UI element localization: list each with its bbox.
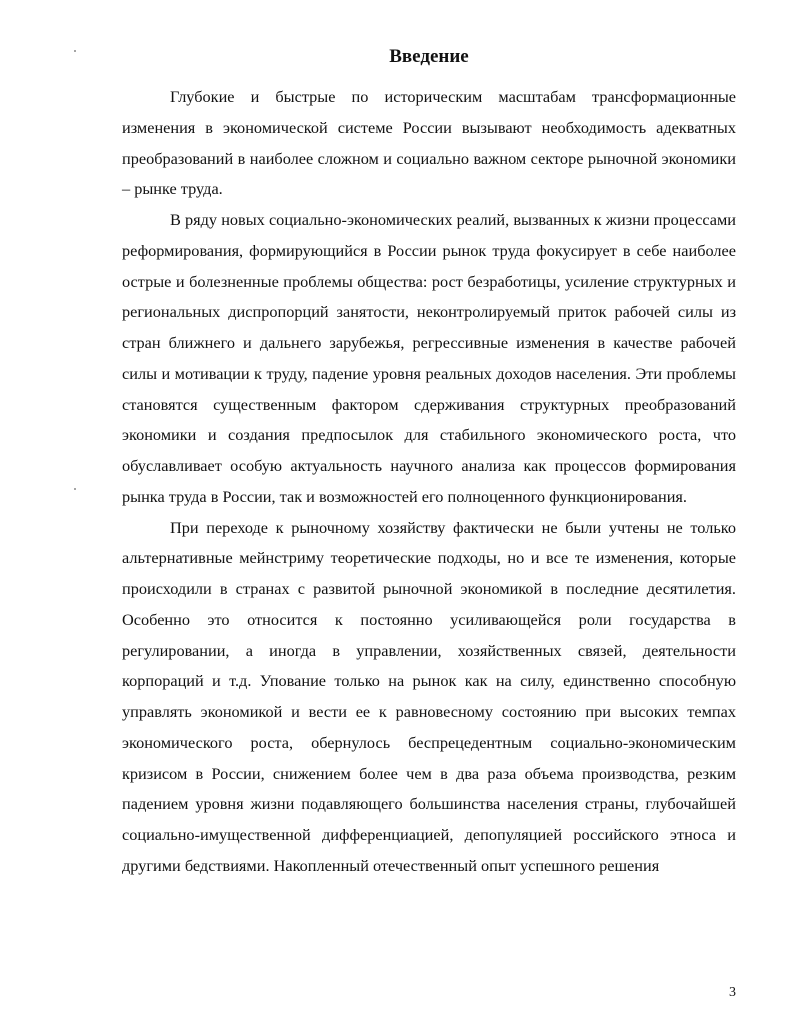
scan-speck [74, 50, 76, 52]
paragraph-1: Глубокие и быстрые по историческим масштабам трансформационные изменения в экономической системе России вызывают необходимость адекватных преобразований в наиболее сложном и социально важном секторе рыночной экономики – рынке труда. [122, 87, 736, 199]
page-number: 3 [729, 985, 736, 1000]
page-title: Введение [389, 46, 469, 67]
scan-speck [74, 488, 76, 490]
paragraph-2: В ряду новых социально-экономических реалий, вызванных к жизни процессами реформирования, формирующийся в России рынок труда фокусирует в себе наиболее острые и болезненные проблемы общества: рост безработицы, усиление структурных и региональных диспропорций занятости, неконтролируемый приток рабочей силы из стран ближнего и дальнего зарубежья, регрессивные изменения в качестве рабочей силы и мотивации к труду, падение уровня реальных доходов населения. Эти проблемы становятся существенным фактором сдерживания структурных преобразований экономики и создания предпосылок для стабильного экономического роста, что обуславливает особую актуальность научного анализа как процессов формирования рынка труда в России, так и возможностей его полноценного функционирования. [122, 210, 736, 506]
paragraph-3: При переходе к рыночному хозяйству фактически не были учтены не только альтернативные мейнстриму теоретические подходы, но и все те изменения, которые происходили в странах с развитой рыночной экономикой в последние десятилетия. Особенно это относится к постоянно усиливающейся роли государства в регулировании, а иногда в управлении, хозяйственных связей, деятельности корпораций и т.д. Упование только на рынок как на силу, единственно способную управлять экономикой и вести ее к равновесному состоянию при высоких темпах экономического роста, обернулось беспрецедентным социально-экономическим кризисом в России, снижением более чем в два раза объема производства, резким падением уровня жизни подавляющего большинства населения страны, глубочайшей социально-имущественной дифференциацией, депопуляцией российского этноса и другими бедствиями. Накопленный отечественный опыт успешного решения [122, 517, 736, 875]
body-text [122, 82, 736, 882]
